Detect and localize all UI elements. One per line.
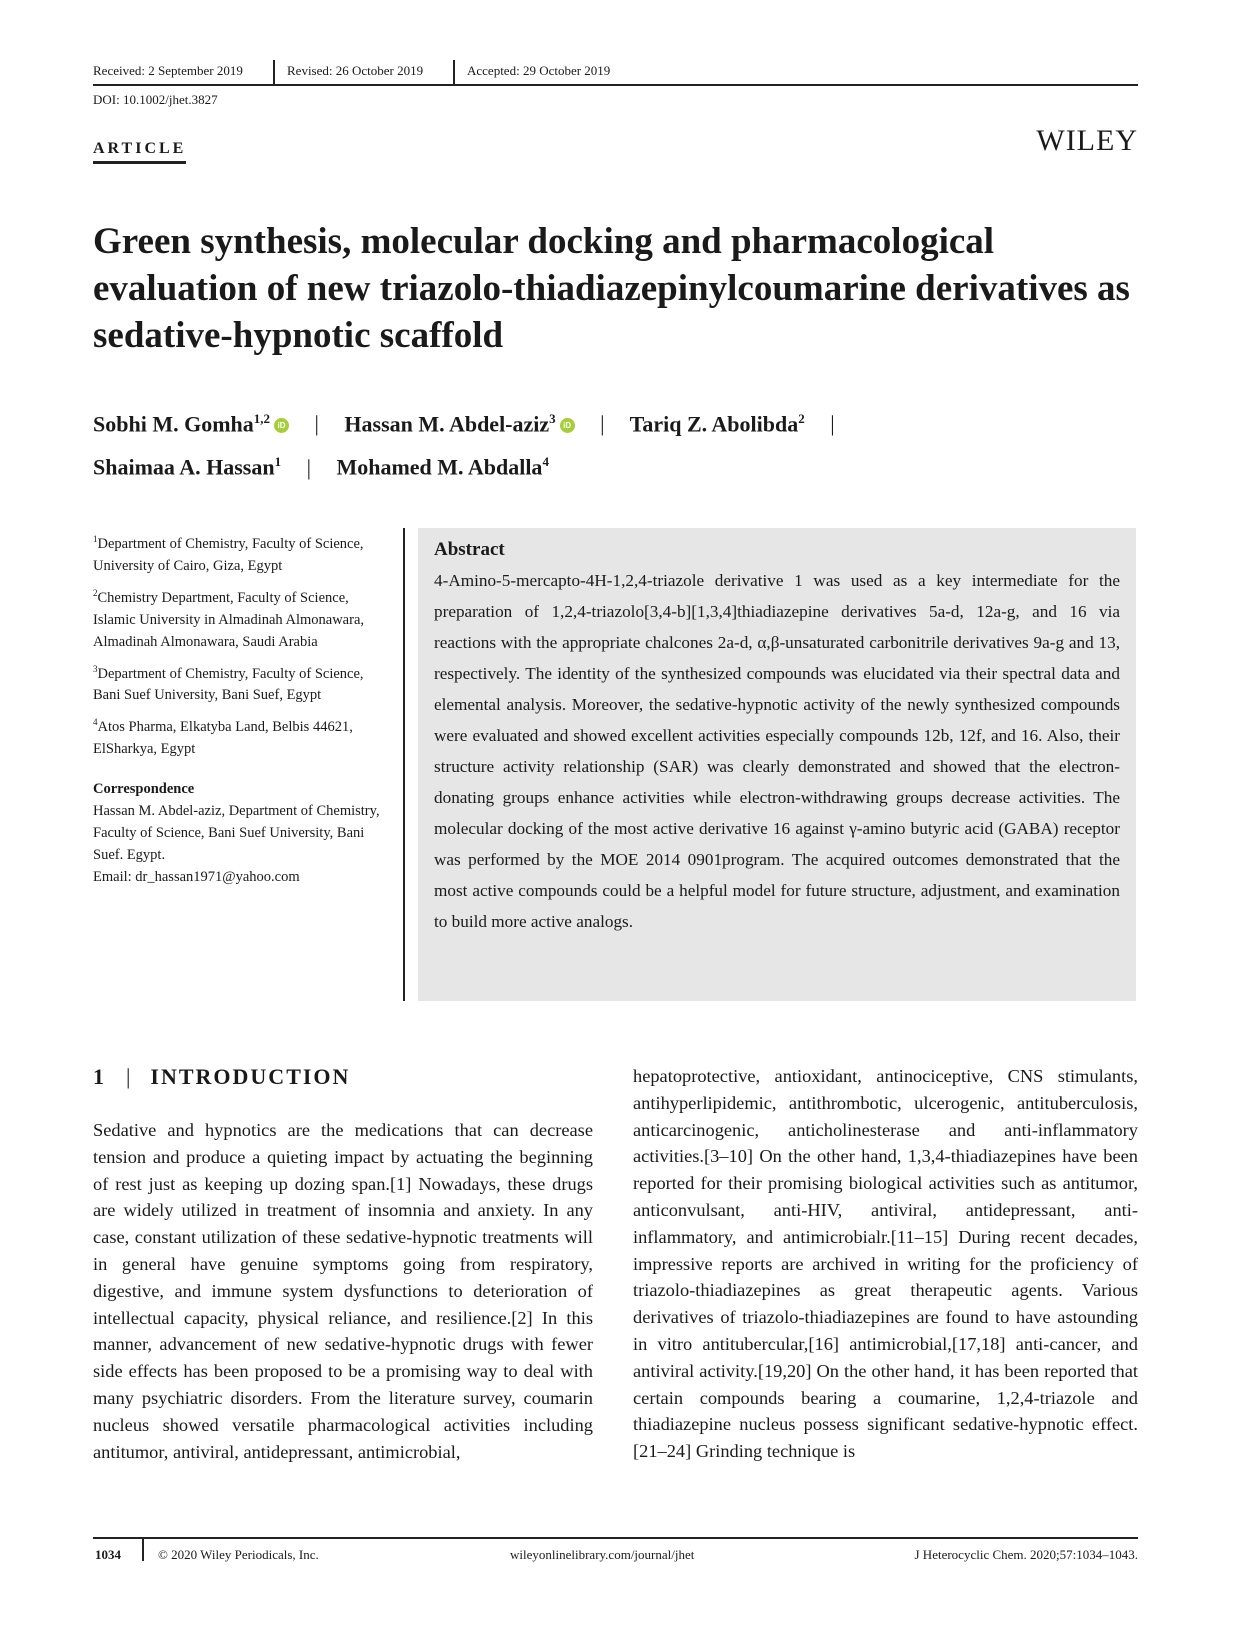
author-line-2 <box>93 443 1138 486</box>
affiliation <box>93 658 393 707</box>
affiliation <box>93 711 393 760</box>
affiliation <box>93 528 393 577</box>
author-name: Mohamed M. Abdalla <box>336 454 543 480</box>
author-affil-sup: 1,2 <box>253 411 271 426</box>
author-list <box>93 400 1138 487</box>
author-separator: | <box>314 411 319 437</box>
revised-date: Revised: 26 October 2019 <box>287 63 424 78</box>
affiliations <box>93 528 393 888</box>
author-affil-sup: 3 <box>549 411 556 426</box>
body-paragraph: Sedative and hypnotics are the medications that can decrease tension and produce a quieting impact by actuating the beginning of rest just as keeping up dozing span.[1] Nowadays, these drugs are widely utilized in treatment of insomnia and anxiety. In any case, constant utilization of these sedative-hypnotic treatments will in general have genuine symptoms going from respiratory, digestive, and immune system dysfunctions to deterioration of intellectual capacity, physical reliance, and resilience.[2] In this manner, advancement of new sedative-hypnotic drugs with fewer side effects has been proposed to be a promising way to deal with many psychiatric disorders. From the literature survey, coumarin nucleus showed versatile pharmacological activities including antitumor, antiviral, antidepressant, antimicrobial, <box>93 1120 593 1462</box>
affiliation-text: Department of Chemistry, Faculty of Science, University of Cairo, Giza, Egypt <box>93 535 364 574</box>
dates-bar <box>93 60 1138 86</box>
author-name: Hassan M. Abdel-aziz <box>344 411 550 437</box>
affiliation-text: Atos Pharma, Elkatyba Land, Belbis 44621, ElSharkya, Egypt <box>93 719 353 758</box>
abstract-heading: Abstract <box>434 539 505 560</box>
author-line-1 <box>93 400 1138 443</box>
affiliation-text: Department of Chemistry, Faculty of Science, Bani Suef University, Bani Suef, Egypt <box>93 665 364 704</box>
doi[interactable]: DOI: 10.1002/jhet.3827 <box>93 92 218 107</box>
received-date: Received: 2 September 2019 <box>93 63 243 78</box>
article-type: ARTICLE <box>93 140 186 164</box>
orcid-icon[interactable]: iD <box>560 418 575 433</box>
section-title: INTRODUCTION <box>150 1064 351 1089</box>
abstract-text: 4-Amino-5-mercapto-4H-1,2,4-triazole derivative 1 was used as a key intermediate for the preparation of 1,2,4-triazolo[3,4-b][1,3,4]thiadiazepine derivatives 5a-d, 12a-g, and 16 via reactions with the appropriate chalcones 2a-d, α,β-unsaturated carbonitrile derivatives 9a-g and 13, respectively. The identity of the synthesized compounds was elucidated via their spectral data and elemental analysis. Moreover, the sedative-hypnotic activity of the newly synthesized compounds were evaluated and showed excellent activities especially compounds 12b, 12f, and 16. Also, their structure activity relationship (SAR) was clearly demonstrated and showed that the electron-donating groups enhance activities while electron-withdrawing groups decrease activities. The molecular docking of the most active derivative 16 against γ-amino butyric acid (GABA) receptor was performed by the MOE 2014 0901program. The acquired outcomes demonstrated that the most active compounds could be a helpful model for future structure, adjustment, and examination to build more active analogs. <box>434 571 1120 931</box>
journal-citation: J Heterocyclic Chem. 2020;57:1034–1043. <box>914 1547 1138 1562</box>
body-column-right <box>633 1063 1138 1465</box>
body-paragraph: hepatoprotective, antioxidant, antinociceptive, CNS stimulants, antihyperlipidemic, antithrombotic, ulcerogenic, antituberculosis, anticarcinogenic, anticholinesterase and anti-inflammatory activities.[3–10] On the other hand, 1,3,4-thiadiazepines have been reported for their promising biological activities such as antitumor, anticonvulsant, anti-HIV, antiviral, antidepressant, anti-inflammatory, and antimicrobialr.[11–15] During recent decades, impressive reports are archived in writing for the proficiency of triazolo-thiadiazepines as great therapeutic agents. Various derivatives of triazolo-thiadiazepines are found to have astounding in vitro antitubercular,[16] antimicrobial,[17,18] anti-cancer, and antiviral activity.[19,20] On the other hand, it has been reported that certain compounds bearing a coumarine, 1,2,4-triazole and thiadiazepine nucleus possess significant sedative-hypnotic effect.[21–24] Grinding technique is <box>633 1066 1138 1462</box>
author-affil-sup: 4 <box>542 454 549 470</box>
author-separator: | <box>600 411 605 437</box>
affiliation <box>93 582 393 653</box>
affiliation-number: 3 <box>93 663 98 674</box>
journal-url[interactable]: wileyonlinelibrary.com/journal/jhet <box>510 1547 695 1562</box>
author-name: Tariq Z. Abolibda <box>629 411 799 437</box>
author-affil-sup: 1 <box>274 454 282 470</box>
author-name: Shaimaa A. Hassan <box>93 454 275 480</box>
affiliation-number: 2 <box>93 587 98 598</box>
author-name: Sobhi M. Gomha <box>93 411 254 437</box>
date-separator <box>453 60 455 84</box>
section-heading <box>93 1064 350 1090</box>
column-divider <box>403 528 405 1001</box>
author-separator: | <box>830 411 835 437</box>
section-separator: | <box>126 1064 131 1089</box>
correspondence-heading: Correspondence <box>93 781 195 798</box>
body-column-left <box>93 1117 593 1465</box>
footer-rule <box>93 1537 1138 1539</box>
accepted-date: Accepted: 29 October 2019 <box>467 63 611 78</box>
date-separator <box>273 60 275 84</box>
section-number: 1 <box>93 1064 106 1089</box>
author-affil-sup: 2 <box>798 411 805 426</box>
correspondence-email[interactable]: Email: dr_hassan1971@yahoo.com <box>93 869 300 886</box>
orcid-icon[interactable]: iD <box>274 418 289 433</box>
copyright: © 2020 Wiley Periodicals, Inc. <box>158 1547 319 1562</box>
footer-separator <box>142 1539 144 1561</box>
affiliation-number: 4 <box>93 717 98 728</box>
publisher-logo: WILEY <box>1036 124 1138 157</box>
paper-title: Green synthesis, molecular docking and pharmacological evaluation of new triazolo-thiadiazepinylcoumarine derivatives as sedative-hypnotic scaffold <box>93 221 1130 356</box>
abstract-box <box>418 528 1136 1001</box>
affiliation-text: Chemistry Department, Faculty of Science, Islamic University in Almadinah Almonawara, Almadinah Almonawara, Saudi Arabia <box>93 589 365 650</box>
page-number: 1034 <box>95 1547 121 1562</box>
affiliation-number: 1 <box>93 534 98 544</box>
author-separator: | <box>306 454 311 480</box>
correspondence-text: Hassan M. Abdel-aziz, Department of Chemistry, Faculty of Science, Bani Suef University, Bani Suef. Egypt. <box>93 803 380 864</box>
